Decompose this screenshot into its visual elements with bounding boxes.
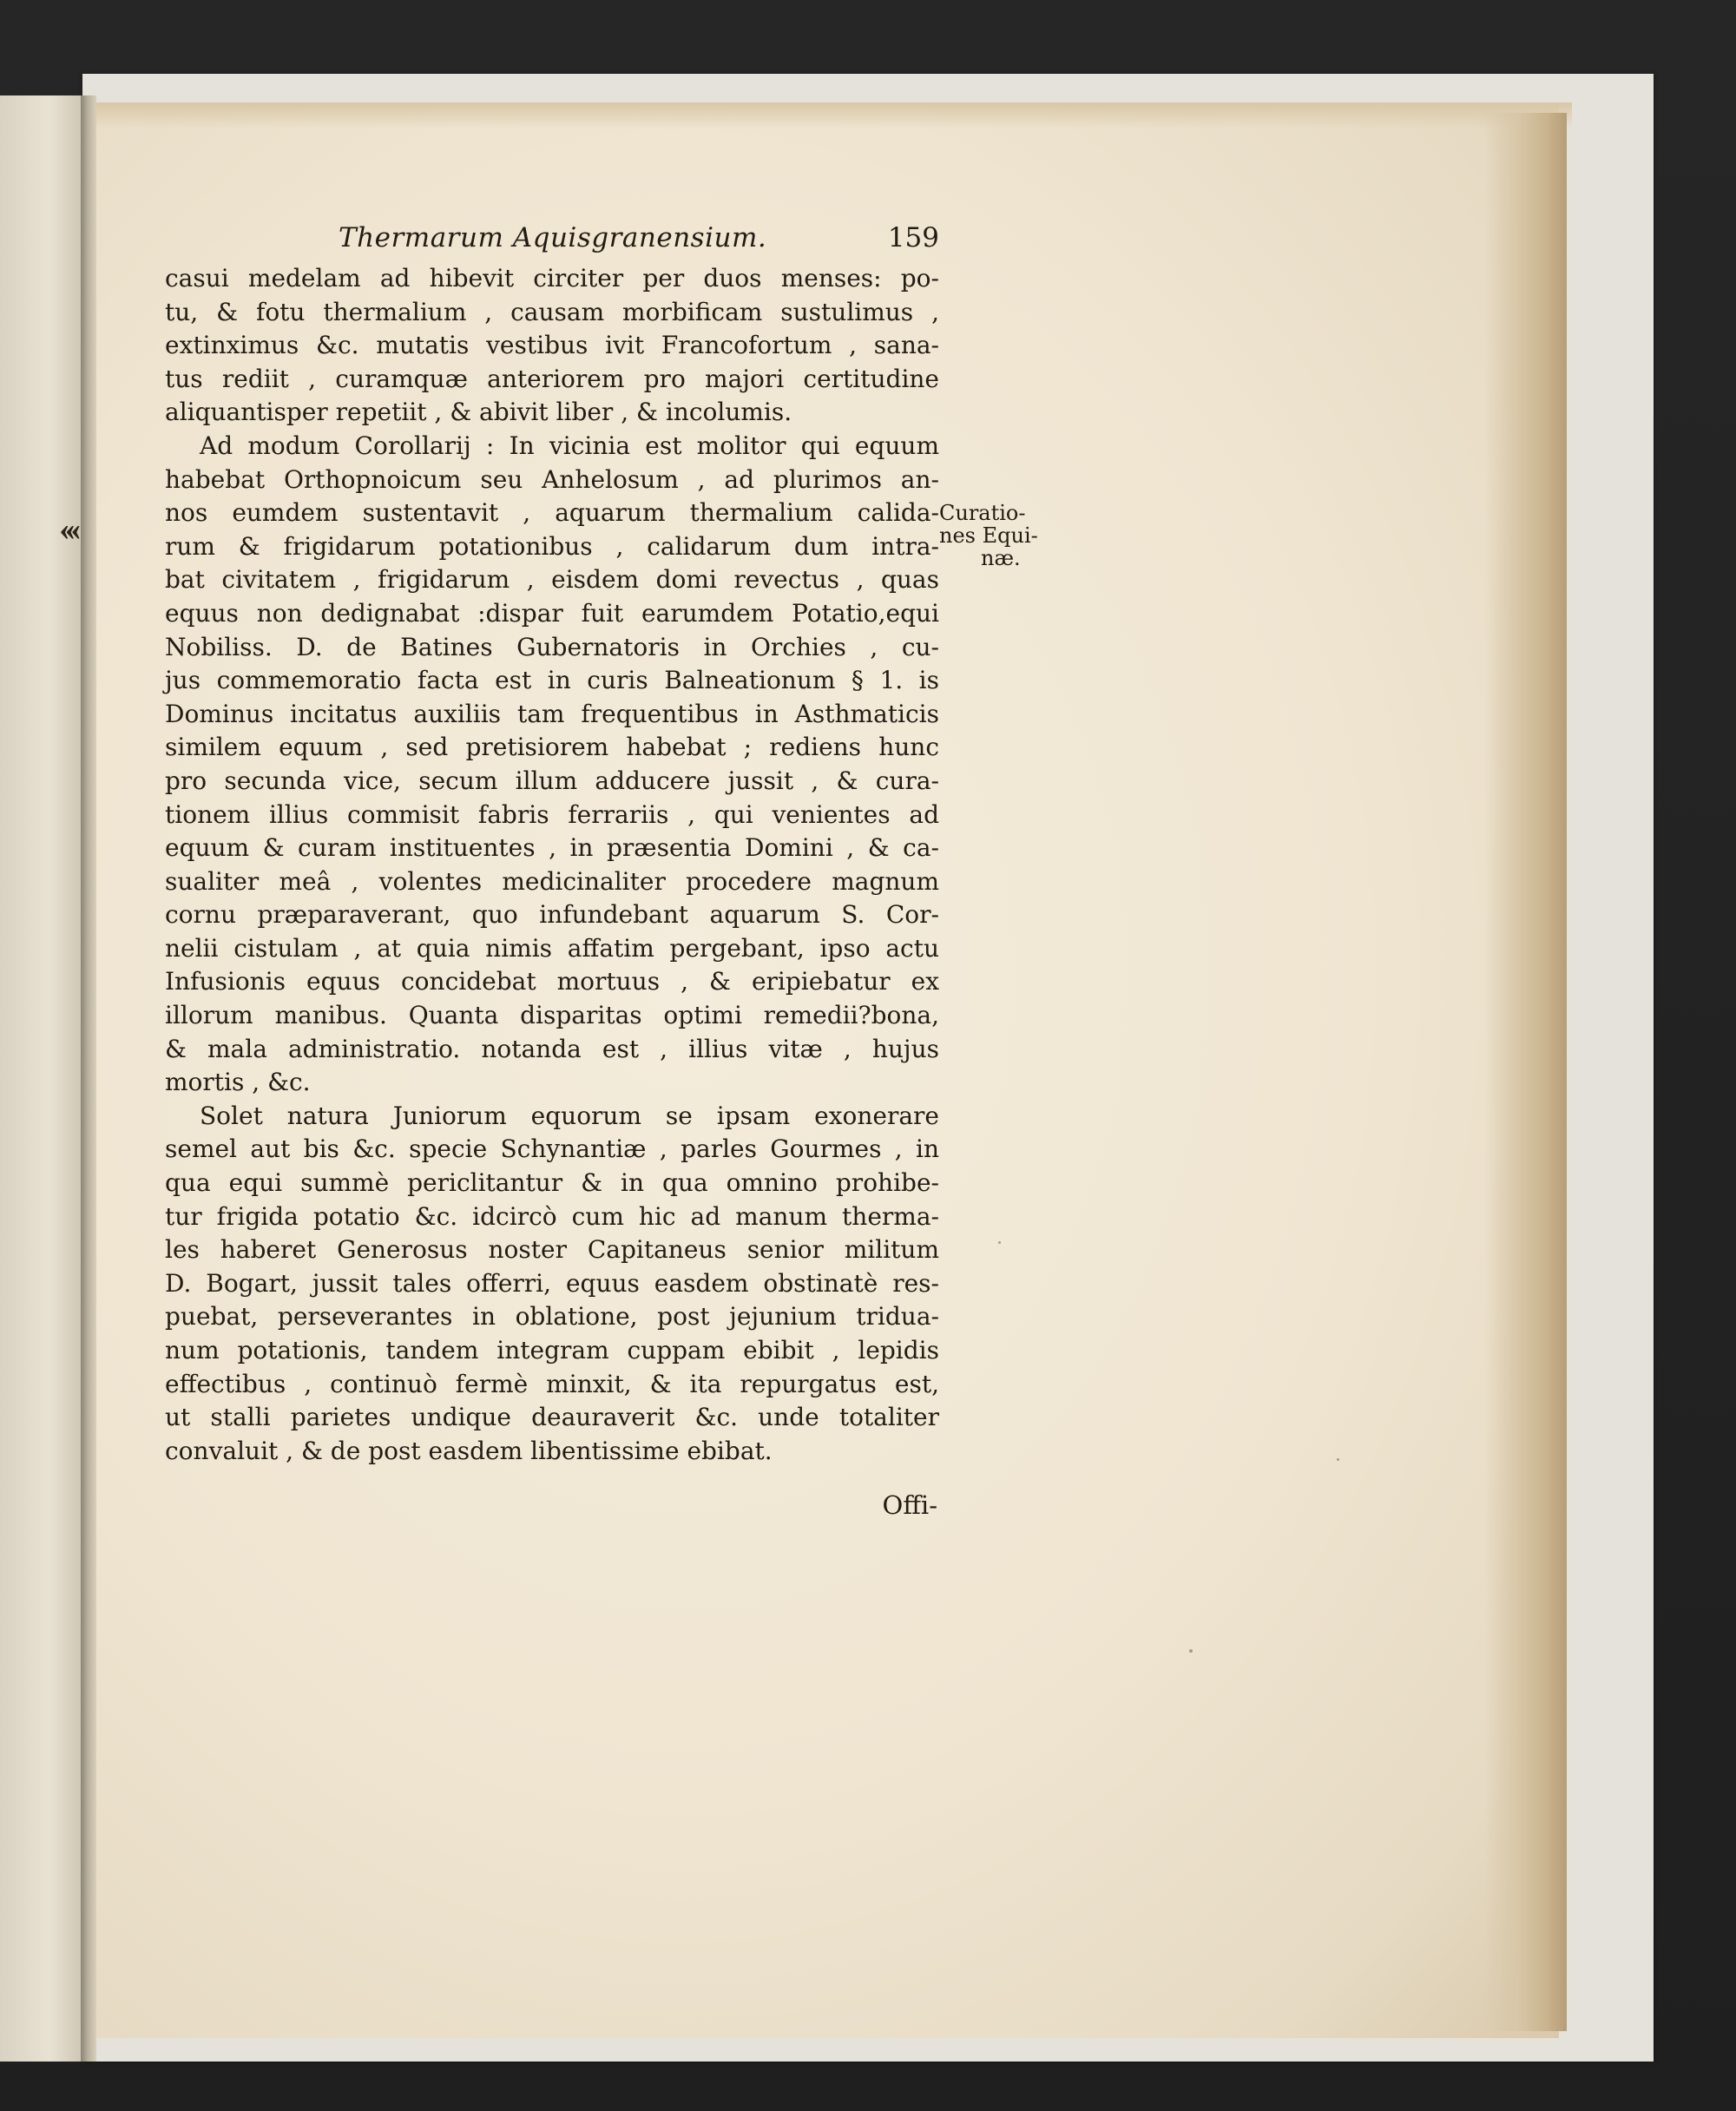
text-line: casui medelam ad hibevit circiter per duos menses: po- xyxy=(165,264,939,293)
text-line: Infusionis equus concidebat mortuus , & eripiebatur ex xyxy=(165,967,939,996)
binding-thread-mark: ‹‹‹ xyxy=(59,511,76,548)
text-line: sualiter meâ , volentes medicinaliter procedere magnum xyxy=(165,866,939,896)
main-text-block xyxy=(165,222,939,1530)
text-line: habebat Orthopnoicum seu Anhelosum , ad plurimos an- xyxy=(165,464,939,494)
text-line: & mala administratio. notanda est , illius vitæ , hujus xyxy=(165,1034,939,1063)
text-line: ut stalli parietes undique deauraverit &c. unde totaliter xyxy=(165,1403,939,1432)
text-line: equum & curam instituentes , in præsentia Domini , & ca- xyxy=(165,833,939,863)
text-line: rum & frigidarum potationibus , calidarum dum intra- xyxy=(165,531,939,561)
text-line: nelii cistulam , at quia nimis affatim pergebant, ipso actu xyxy=(165,933,939,963)
text-line: aliquantisper repetiit , & abivit liber , & incolumis. xyxy=(165,398,792,427)
text-line: qua equi summè periclitantur & in qua omnino prohibe- xyxy=(165,1168,939,1198)
text-line: puebat, perseverantes in oblatione, post jejunium tridua- xyxy=(165,1302,939,1332)
text-line: Nobiliss. D. de Batines Gubernatoris in Orchies , cu- xyxy=(165,632,939,661)
text-line: Dominus incitatus auxiliis tam frequentibus in Asthmaticis xyxy=(165,699,939,728)
text-line: extinximus &c. mutatis vestibus ivit Francofortum , sana- xyxy=(165,331,939,360)
text-line: D. Bogart, jussit tales offerri, equus easdem obstinatè res- xyxy=(165,1268,939,1298)
text-line: num potationis, tandem integram cuppam ebibit , lepidis xyxy=(165,1336,939,1365)
text-line: mortis , &c. xyxy=(165,1068,311,1097)
text-line: Ad modum Corollarij : In vicinia est molitor qui equum xyxy=(200,431,939,460)
margin-note xyxy=(939,502,1052,569)
text-line: semel aut bis &c. specie Schynantiæ , parles Gourmes , in xyxy=(165,1134,939,1164)
text-line: jus commemoratio facta est in curis Balneationum § 1. is xyxy=(165,666,939,695)
text-line: illorum manibus. Quanta disparitas optimi remedii?bona, xyxy=(165,1001,939,1030)
page-number: 159 xyxy=(887,222,939,253)
paper-speck xyxy=(1337,1458,1339,1461)
paper-speck xyxy=(1189,1649,1193,1653)
page-header xyxy=(165,222,939,262)
book-gutter xyxy=(81,95,96,2062)
margin-note-line: Curatio- xyxy=(939,501,1026,525)
page-right-edge-stain xyxy=(1484,113,1567,2031)
text-line: similem equum , sed pretisiorem habebat ; rediens hunc xyxy=(165,733,939,762)
text-line: cornu præparaverant, quo infundebant aquarum S. Cor- xyxy=(165,900,939,930)
text-line: Solet natura Juniorum equorum se ipsam exonerare xyxy=(200,1101,939,1130)
text-line: tur frigida potatio &c. idcircò cum hic ad manum therma- xyxy=(165,1201,939,1231)
paper-speck xyxy=(998,1241,1001,1244)
text-line: tionem illius commisit fabris ferrariis , qui venientes ad xyxy=(165,799,939,829)
running-head: Thermarum Aquisgranensium. xyxy=(339,222,767,253)
text-line: nos eumdem sustentavit , aquarum thermalium calida- xyxy=(165,498,939,528)
catchword: Offi- xyxy=(882,1490,937,1521)
text-line: tus rediit , curamquæ anteriorem pro majori certitudine xyxy=(165,364,939,393)
text-line: les haberet Generosus noster Capitaneus senior militum xyxy=(165,1235,939,1265)
margin-note-line: nes Equi- xyxy=(939,523,1038,548)
page-top-edge-stain xyxy=(96,102,1572,128)
text-line: pro secunda vice, secum illum adducere jussit , & cura- xyxy=(165,766,939,795)
text-line: effectibus , continuò fermè minxit, & ita repurgatus est, xyxy=(165,1369,939,1398)
facing-page-edge xyxy=(0,95,84,2062)
text-line: tu, & fotu thermalium , causam morbificam sustulimus , xyxy=(165,297,939,326)
text-line: equus non dedignabat :dispar fuit earumdem Potatio,equi xyxy=(165,598,939,628)
text-line: bat civitatem , frigidarum , eisdem domi revectus , quas xyxy=(165,565,939,595)
margin-note-line: næ. xyxy=(981,546,1021,570)
text-line: convaluit , & de post easdem libentissime ebibat. xyxy=(165,1436,773,1465)
